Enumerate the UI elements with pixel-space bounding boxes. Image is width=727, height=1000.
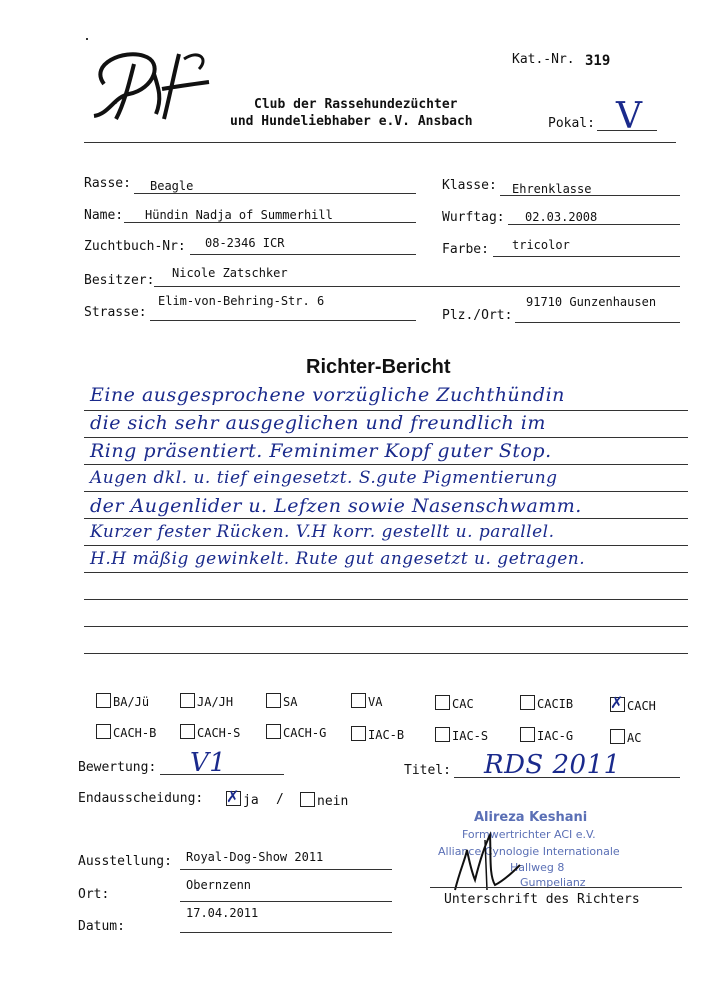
- report-line-2: [84, 437, 688, 438]
- report-text-5: der Augenlider u. Lefzen sowie Nasenschwamm.: [90, 495, 582, 517]
- zuchtbuch-label: Zuchtbuch-Nr:: [84, 239, 186, 254]
- report-line-9: [84, 626, 688, 627]
- endausscheidung-separator: /: [276, 792, 284, 807]
- report-text-3: Ring präsentiert. Feminimer Kopf guter Stop.: [90, 440, 552, 462]
- checkbox[interactable]: [266, 724, 281, 739]
- stamp-line2: Alliance Cynologie Internationale: [438, 845, 620, 858]
- wurftag-line: [508, 224, 680, 225]
- ort-value: Obernzenn: [186, 878, 252, 892]
- name-label: Name:: [84, 208, 124, 223]
- stamp-line3: Hallweg 8: [510, 861, 565, 874]
- pokal-label: Pokal:: [548, 116, 595, 131]
- report-line-1: [84, 410, 688, 411]
- bewertung-label: Bewertung:: [78, 760, 157, 775]
- judge-signature: [445, 820, 535, 900]
- club-logo: [84, 44, 214, 126]
- ort-line: [180, 901, 392, 902]
- option-va[interactable]: VA: [351, 693, 382, 709]
- rasse-value: Beagle: [150, 179, 194, 193]
- rasse-label: Rasse:: [84, 176, 131, 191]
- endausscheidung-nein[interactable]: nein: [300, 792, 348, 809]
- checkbox[interactable]: [300, 792, 315, 807]
- rasse-line: [134, 193, 416, 194]
- titel-label: Titel:: [404, 763, 451, 778]
- checkbox[interactable]: [351, 693, 366, 708]
- option-iac-s[interactable]: IAC-S: [435, 727, 488, 743]
- strasse-label: Strasse:: [84, 305, 147, 320]
- endausscheidung-label: Endausscheidung:: [78, 791, 204, 806]
- checkbox[interactable]: [96, 693, 111, 708]
- report-text-4: Augen dkl. u. tief eingesetzt. S.gute Pigmentierung: [90, 468, 558, 488]
- ausstellung-line: [180, 869, 392, 870]
- check-mark-icon: ✗: [226, 787, 240, 806]
- farbe-label: Farbe:: [442, 242, 489, 257]
- zuchtbuch-line: [190, 254, 416, 255]
- ausstellung-value: Royal-Dog-Show 2011: [186, 850, 324, 864]
- option-ac[interactable]: AC: [610, 729, 641, 745]
- besitzer-line: [154, 286, 680, 287]
- strasse-line: [150, 320, 416, 321]
- report-line-4: [84, 491, 688, 492]
- checkbox[interactable]: [435, 695, 450, 710]
- report-text-6: Kurzer fester Rücken. V.H korr. gestellt u. parallel.: [90, 522, 555, 542]
- header-divider: [84, 142, 676, 143]
- club-name-line1: Club der Rassehundezüchter: [254, 97, 458, 112]
- checkbox[interactable]: [520, 727, 535, 742]
- plz-line: [515, 322, 680, 323]
- option-cach[interactable]: ✗ CACH: [610, 693, 656, 713]
- stamp-name: Alireza Keshani: [474, 810, 588, 825]
- checkbox-checked[interactable]: [610, 693, 625, 712]
- option-cac[interactable]: CAC: [435, 695, 474, 711]
- klasse-line: [500, 195, 680, 196]
- checkbox[interactable]: [180, 724, 195, 739]
- endausscheidung-ja[interactable]: ✗ ja: [226, 787, 259, 808]
- farbe-value: tricolor: [512, 238, 570, 252]
- name-line: [124, 222, 416, 223]
- report-title: Richter-Bericht: [306, 356, 451, 378]
- ort-label: Ort:: [78, 887, 110, 902]
- report-text-2: die sich sehr ausgeglichen und freundlich im: [90, 412, 546, 434]
- report-line-5: [84, 518, 688, 519]
- stamp-line1: Formwertrichter ACI e.V.: [462, 828, 596, 841]
- option-cacib[interactable]: CACIB: [520, 695, 573, 711]
- option-sa[interactable]: SA: [266, 693, 297, 709]
- klasse-value: Ehrenklasse: [512, 182, 592, 196]
- datum-label: Datum:: [78, 919, 125, 934]
- report-text-1: Eine ausgesprochene vorzügliche Zuchthündin: [90, 384, 565, 406]
- report-line-6: [84, 545, 688, 546]
- farbe-line: [493, 256, 680, 257]
- wurftag-label: Wurftag:: [442, 210, 505, 225]
- checkbox[interactable]: [610, 729, 625, 744]
- logo-text: RH: [114, 103, 118, 105]
- check-mark-icon: ✗: [610, 693, 624, 712]
- option-iac-g[interactable]: IAC-G: [520, 727, 573, 743]
- checkbox[interactable]: [266, 693, 281, 708]
- club-name-line2: und Hundeliebhaber e.V. Ansbach: [230, 114, 473, 129]
- stamp-line4: Gumpelianz: [520, 876, 586, 889]
- plz-label: Plz./Ort:: [442, 308, 513, 323]
- option-ja-jh[interactable]: JA/JH: [180, 693, 233, 709]
- speck: [86, 38, 88, 40]
- checkbox[interactable]: [96, 724, 111, 739]
- checkbox[interactable]: [435, 727, 450, 742]
- wurftag-value: 02.03.2008: [525, 210, 598, 224]
- name-value: Hündin Nadja of Summerhill: [145, 208, 333, 222]
- checkbox[interactable]: [520, 695, 535, 710]
- besitzer-label: Besitzer:: [84, 273, 155, 288]
- report-text-7: H.H mäßig gewinkelt. Rute gut angesetzt u. getragen.: [90, 549, 586, 569]
- datum-line: [180, 932, 392, 933]
- kat-label: Kat.-Nr.: [512, 52, 575, 67]
- report-line-3: [84, 464, 688, 465]
- ausstellung-label: Ausstellung:: [78, 854, 172, 869]
- option-cach-b[interactable]: CACH-B: [96, 724, 156, 740]
- kat-value: 319: [585, 53, 611, 69]
- signature-line: [430, 887, 682, 888]
- plz-value: 91710 Gunzenhausen: [526, 295, 657, 309]
- bewertung-value: V1: [190, 748, 227, 778]
- datum-value: 17.04.2011: [186, 906, 259, 920]
- signature-label: Unterschrift des Richters: [444, 892, 640, 907]
- report-line-10: [84, 653, 688, 654]
- option-cach-g[interactable]: CACH-G: [266, 724, 326, 740]
- checkbox-checked[interactable]: [226, 787, 241, 806]
- option-iac-b[interactable]: IAC-B: [351, 726, 404, 742]
- checkbox[interactable]: [180, 693, 195, 708]
- report-line-8: [84, 599, 688, 600]
- checkbox[interactable]: [351, 726, 366, 741]
- option-cach-s[interactable]: CACH-S: [180, 724, 240, 740]
- titel-value: RDS 2011: [484, 750, 621, 780]
- zuchtbuch-value: 08-2346 ICR: [205, 236, 285, 250]
- report-line-7: [84, 572, 688, 573]
- strasse-value: Elim-von-Behring-Str. 6: [158, 294, 325, 308]
- option-ba-jue[interactable]: BA/Jü: [96, 693, 149, 709]
- klasse-label: Klasse:: [442, 178, 497, 193]
- pokal-value: V: [616, 96, 643, 137]
- besitzer-value: Nicole Zatschker: [172, 266, 288, 280]
